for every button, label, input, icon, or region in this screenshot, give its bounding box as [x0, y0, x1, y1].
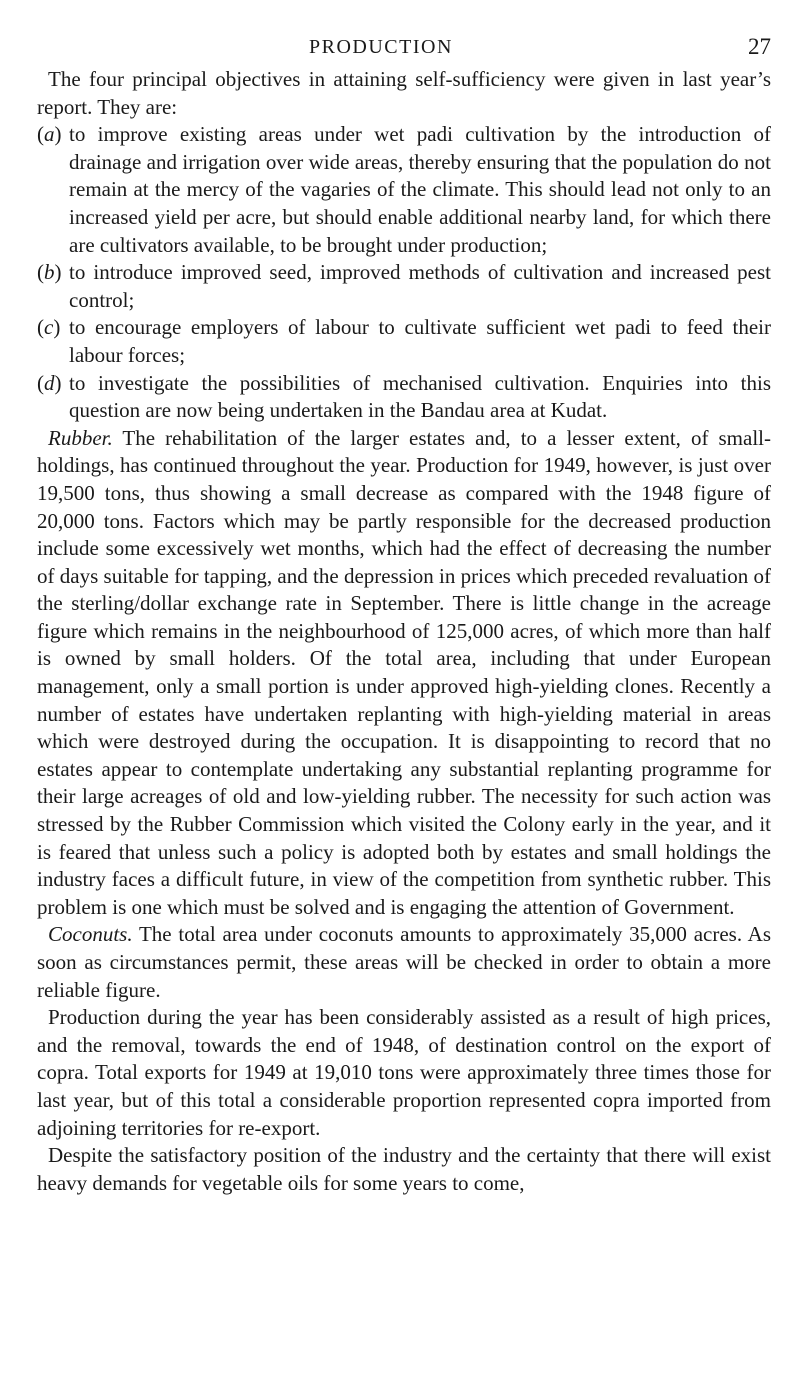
- rubber-paragraph: [37, 425, 771, 922]
- objective-marker: (b): [37, 260, 62, 285]
- objective-text: to introduce improved seed, improved methods of cultivation and increased pest control;: [69, 260, 771, 312]
- objective-marker: (d): [37, 370, 62, 395]
- coconuts-text: The total area under coconuts amounts to approximately 35,000 acres. As soon as circumstances permit, these areas will be checked in order to obtain a more reliable figure.: [37, 922, 771, 1002]
- despite-paragraph: Despite the satisfactory position of the industry and the certainty that there will exist heavy demands for vegetable oils for some years to come,: [37, 1143, 771, 1195]
- objective-item-d: [37, 370, 771, 425]
- objective-text: to encourage employers of labour to cultivate sufficient wet padi to feed their labour forces;: [69, 315, 771, 367]
- running-head: [37, 36, 771, 66]
- objective-text: to improve existing areas under wet padi cultivation by the introduction of drainage and irrigation over wide areas, thereby ensuring that the population do not remain at the mercy of the vagaries of the climate. This should lead not only to an increased yield per acre, but should enable additional nearby land, for which there are cultivators available, to be brought under production;: [69, 122, 771, 257]
- document-page: [37, 36, 771, 1197]
- page-number: 27: [748, 34, 771, 59]
- rubber-text: The rehabilitation of the larger estates and, to a lesser extent, of small-holdings, has continued throughout the year. Production for 1949, however, is just over 19,500 tons, thus showing a small decrease as compared with the 1948 figure of 20,000 tons. Factors which may be partly responsible for the decreased production include some excessively wet months, which had the effect of decreasing the number of days suitable for tapping, and the depression in prices which preceded revaluation of the sterling/dollar exchange rate in September. There is little change in the acreage figure which remains in the neighbourhood of 125,000 acres, of which more than half is owned by small holders. Of the total area, including that under European management, only a small portion is under approved high-yielding clones. Recently a number of estates have undertaken replanting with high-yielding material in areas which were destroyed during the occupation. It is disappointing to record that no estates appear to contemplate undertaking any substantial replanting programme for their large acreages of old and low-yielding rubber. The necessity for such action was stressed by the Rubber Commission which visited the Colony early in the year, and it is feared that unless such a policy is adopted both by estates and small holdings the industry faces a difficult future, in view of the competition from synthetic rubber. This problem is one which must be solved and is engaging the attention of Government.: [37, 425, 771, 919]
- objective-text: to investigate the possibilities of mechanised cultivation. Enquiries into this question are now being undertaken in the Bandau area at Kudat.: [69, 370, 771, 423]
- objective-item-a: [37, 121, 771, 259]
- intro-paragraph: The four principal objectives in attaining self-sufficiency were given in last year’s report. They are:: [37, 67, 771, 119]
- running-head-title: PRODUCTION: [309, 36, 453, 58]
- coconuts-paragraph: [37, 921, 771, 1004]
- objective-item-c: [37, 314, 771, 369]
- objective-marker: (c): [37, 315, 61, 340]
- rubber-heading: Rubber.: [48, 425, 113, 450]
- objective-marker: (a): [37, 122, 62, 147]
- coconuts-heading: Coconuts.: [48, 922, 133, 947]
- objective-item-b: [37, 259, 771, 314]
- objectives-list: [37, 121, 771, 425]
- production-paragraph: Production during the year has been considerably assisted as a result of high prices, and the removal, towards the end of 1948, of destination control on the export of copra. Total exports for 1949 at 19,010 tons were approximately three times those for last year, but of this total a considerable proportion represented copra imported from adjoining territories for re-export.: [37, 1005, 771, 1140]
